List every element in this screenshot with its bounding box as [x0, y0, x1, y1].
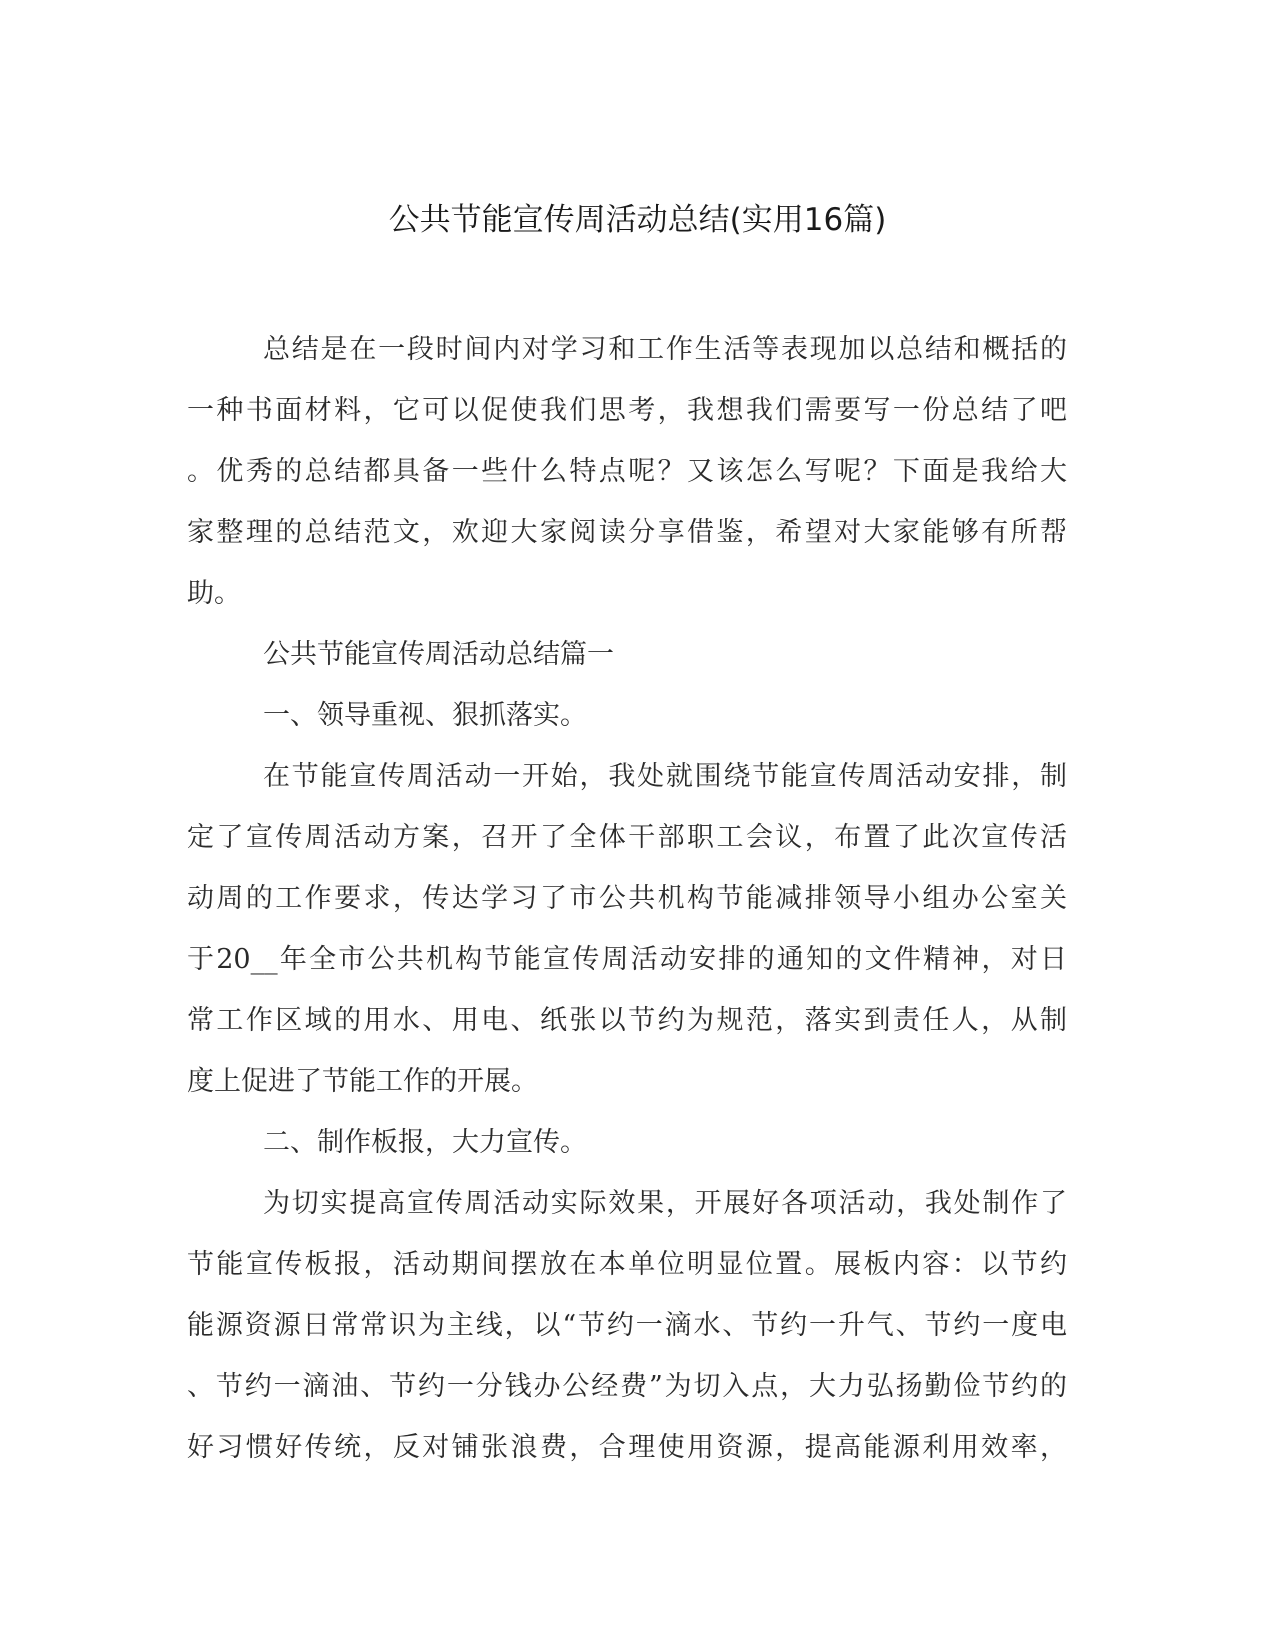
paragraph-line: 能源资源日常常识为主线，以“节约一滴水、节约一升气、节约一度电 — [187, 1310, 1067, 1341]
paragraph-line: 助。 — [187, 578, 241, 609]
paragraph-line: 常工作区域的用水、用电、纸张以节约为规范，落实到责任人，从制 — [187, 1005, 1067, 1036]
paragraph-line: 在节能宣传周活动一开始，我处就围绕节能宣传周活动安排，制 — [263, 761, 1067, 792]
paragraph-line: 。优秀的总结都具备一些什么特点呢？又该怎么写呢？下面是我给大 — [187, 456, 1067, 487]
paragraph-line: 、节约一滴油、节约一分钱办公经费”为切入点，大力弘扬勤俭节约的 — [187, 1371, 1067, 1402]
paragraph-line: 定了宣传周活动方案，召开了全体干部职工会议，布置了此次宣传活 — [187, 822, 1067, 853]
paragraph-line: 为切实提高宣传周活动实际效果，开展好各项活动，我处制作了 — [263, 1188, 1067, 1219]
subsection-heading: 一、领导重视、狠抓落实。 — [263, 700, 587, 731]
paragraph-line: 度上促进了节能工作的开展。 — [187, 1066, 538, 1097]
paragraph-line: 动周的工作要求，传达学习了市公共机构节能减排领导小组办公室关 — [187, 883, 1067, 914]
paragraph-line: 一种书面材料，它可以促使我们思考，我想我们需要写一份总结了吧 — [187, 395, 1067, 426]
paragraph-line: 总结是在一段时间内对学习和工作生活等表现加以总结和概括的 — [263, 334, 1067, 365]
subsection-heading: 二、制作板报，大力宣传。 — [263, 1127, 587, 1158]
paragraph-line: 好习惯好传统，反对铺张浪费，合理使用资源，提高能源利用效率， — [187, 1432, 1067, 1463]
paragraph-line: 节能宣传板报，活动期间摆放在本单位明显位置。展板内容：以节约 — [187, 1249, 1067, 1280]
section-heading: 公共节能宣传周活动总结篇一 — [263, 639, 614, 670]
document-title: 公共节能宣传周活动总结(实用16篇) — [388, 202, 887, 238]
paragraph-line: 于20__年全市公共机构节能宣传周活动安排的通知的文件精神，对日 — [187, 944, 1067, 975]
document-body — [187, 319, 1067, 1478]
paragraph-line: 家整理的总结范文，欢迎大家阅读分享借鉴，希望对大家能够有所帮 — [187, 517, 1067, 548]
